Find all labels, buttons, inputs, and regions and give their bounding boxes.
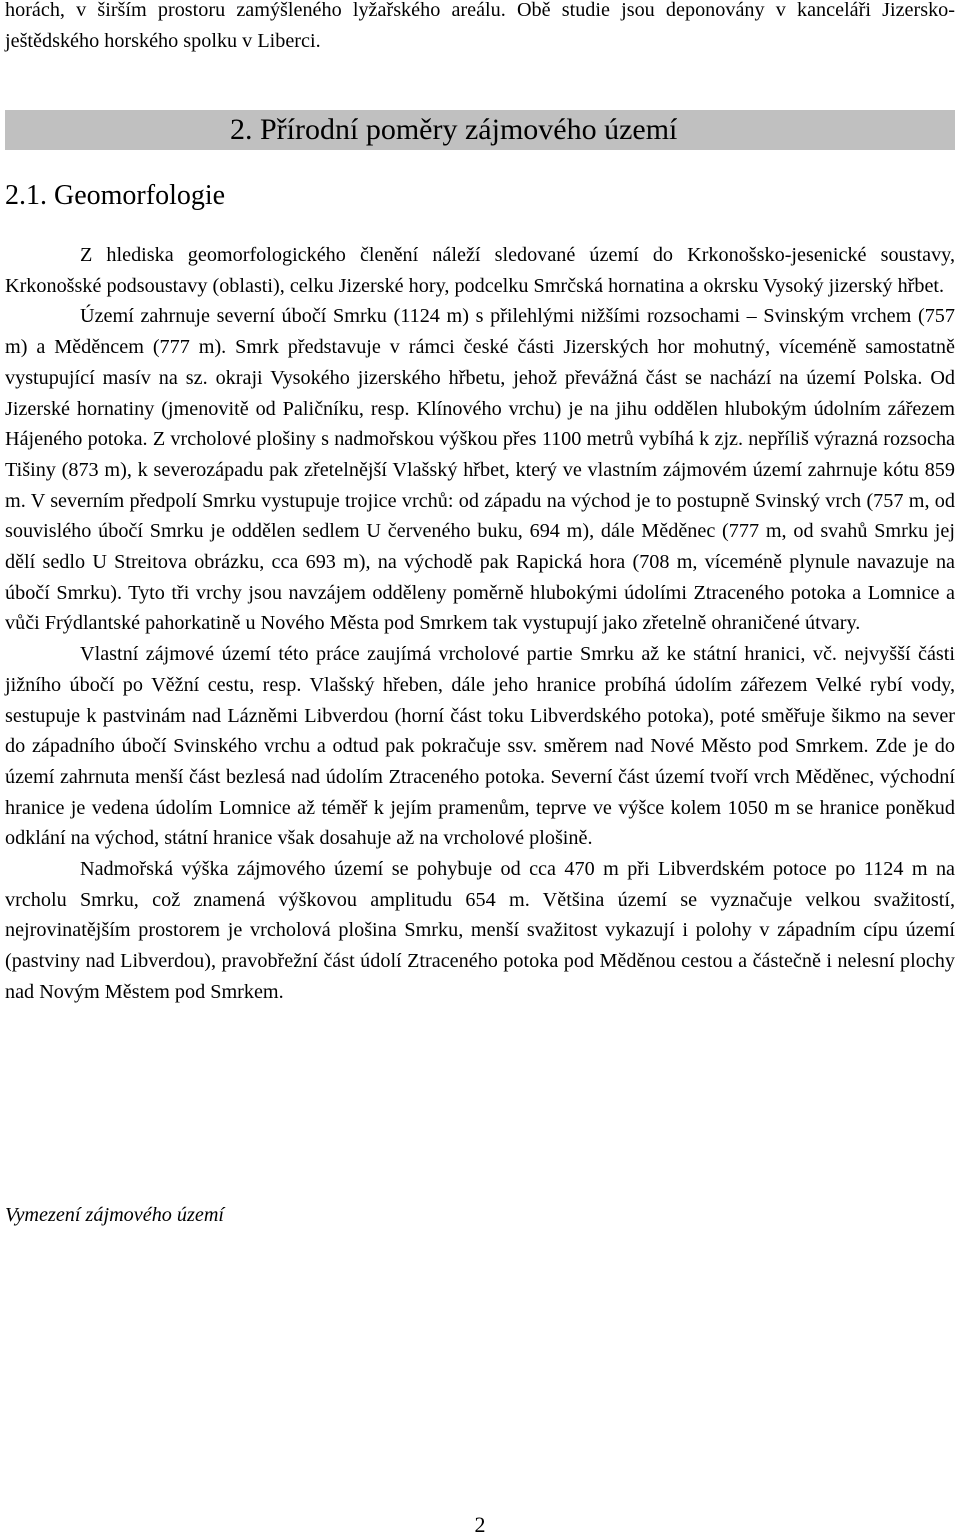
paragraph-boundaries: Vlastní zájmové území této práce zaujímá vrcholové partie Smrku až ke státní hranici, vč. nejvyšší části jižního úbočí po Věžní cestu, resp. Vlašský hřeben, dále jeho hranice probíhá údolím zářezem Velké rybí vody, sestupuje k pastvinám nad Lázněmi Libverdou (horní část toku Libverdského potoka), poté směřuje šikmo na sever do západního úbočí Svinského vrchu a odtud pak pokračuje ssv. směrem nad Nové Město pod Smrkem. Zde je do území zahrnuta menší část bezlesá nad údolím Ztraceného potoka. Severní část území tvoří vrch Měděnec, východní hranice je vedena údolím Lomnice až téměř k jejím pramenům, teprve ve výšce kolem 1050 m se hranice poněkud odklání na východ, státní hranice však dosahuje až na vrcholové plošině. <box>5 643 955 850</box>
body-text <box>5 240 955 1008</box>
figure-caption: Vymezení zájmového území <box>5 1204 225 1226</box>
section-title: 2. Přírodní poměry zájmového území <box>230 113 678 146</box>
subsection-title: 2.1. Geomorfologie <box>5 180 226 211</box>
paragraph-territory: Území zahrnuje severní úbočí Smrku (1124 m) s přilehlými nižšími rozsochami – Svinským vrchem (757 m) a Měděncem (777 m). Smrk představuje v rámci české části Jizerských hor mohutný, víceméně samostatně vystupující masív na sz. okraji Vysokého jizerského hřbetu, jehož převážná část se nachází na území Polska. Od Jizerské hornatiny (jmenovitě od Paličníku, resp. Klínového vrchu) je na jihu oddělen hlubokým údolním zářezem Hájeného potoka. Z vrcholové plošiny s nadmořskou výškou přes 1100 metrů vybíhá k zjz. nepříliš výrazná rozsocha Tišiny (873 m), k severozápadu pak zřetelnější Vlašský hřbet, který ve vlastním zájmovém území zahrnuje kótu 859 m. V severním předpolí Smrku vystupuje trojice vrchů: od západu na východ je to postupně Svinský vrch (757 m, od souvislého úbočí Smrku je oddělen sedlem U červeného buku, 694 m), dále Měděnec (777 m, od svahů Smrku jej dělí sedlo U Streitova obrázku, cca 693 m), na východě pak Rapická hora (708 m, víceméně plynule navazuje na úbočí Smrku). Tyto tři vrchy jsou navzájem odděleny poměrně hlubokými údolími Ztraceného potoka a Lomnice a vůči Frýdlantské pahorkatině u Nového Města pod Smrkem tak vystupují jako zřetelně ohraničené útvary. <box>5 305 955 635</box>
paragraph-classification: Z hlediska geomorfologického členění náleží sledované území do Krkonošsko-jesenické soustavy, Krkonošské podsoustavy (oblasti), celku Jizerské hory, podcelku Smrčská hornatina a okrsku Vysoký jizerský hřbet. <box>5 244 955 297</box>
page-number: 2 <box>474 1512 486 1537</box>
paragraph-elevation: Nadmořská výška zájmového území se pohybuje od cca 470 m při Libverdském potoce po 1124 m na vrcholu Smrku, což znamená výškovou amplitudu 654 m. Většina území se vyznačuje velkou svažitostí, nejrovinatějším prostorem je vrcholová plošina Smrku, menší svažitost vykazují i polohy v západním cípu území (pastviny nad Libverdou), pravobřežní část údolí Ztraceného potoka pod Měděnou cestou a částečně i nelesní plochy nad Novým Městem pod Smrkem. <box>5 858 955 1003</box>
intro-paragraph: horách, v širším prostoru zamýšleného lyžařského areálu. Obě studie jsou deponovány v kanceláři Jizersko-ještědského horského spolku v Liberci. <box>5 0 955 52</box>
